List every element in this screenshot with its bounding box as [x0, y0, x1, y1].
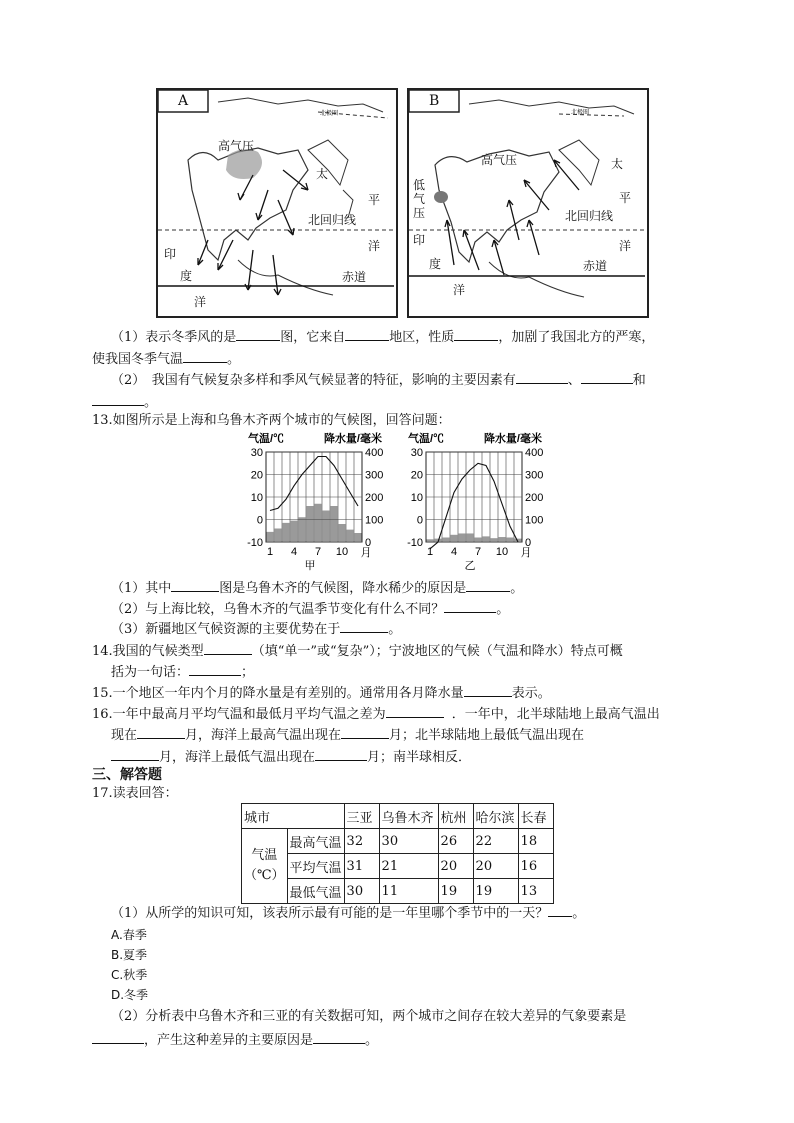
precip-bar	[443, 538, 450, 543]
q16-line1	[92, 703, 660, 725]
table-cell: 19	[438, 879, 473, 904]
map-a-high-pressure-label: 高气压	[218, 139, 255, 153]
q14-text: 括为一句话：	[111, 665, 190, 680]
q16-text: 16.一年中最高月平均气温和最低月平均气温之差为	[92, 707, 386, 722]
q15-text: 15.一个地区一年内个月的降水量是有差别的。通常用各月降水量	[92, 686, 464, 701]
table-cell: 30	[379, 829, 438, 854]
option-b[interactable]: B.夏季	[111, 948, 148, 962]
map-a-tropic-label: 北回归线	[308, 213, 357, 227]
map-b-low-pressure-label: 低气压	[413, 178, 426, 220]
map-a	[156, 88, 398, 318]
q16-text: 现在	[111, 728, 138, 743]
precip-bar	[483, 536, 490, 542]
answer-blank[interactable]	[315, 746, 367, 761]
q14-line1	[92, 640, 623, 662]
section-heading: 三、解答题	[92, 767, 162, 783]
answer-blank[interactable]	[548, 902, 572, 917]
q13-text: 。	[388, 622, 402, 637]
q12-text: 图，它来自	[280, 330, 346, 345]
q12-line3	[111, 369, 646, 391]
map-a-ocean-label: 太	[316, 167, 329, 181]
table-group-label: 气温（℃）	[242, 829, 288, 904]
table-row	[242, 879, 554, 904]
answer-blank[interactable]	[340, 618, 388, 633]
q17-sub2	[111, 1007, 626, 1027]
answer-blank[interactable]	[92, 1029, 144, 1044]
precip-bar	[323, 511, 330, 543]
y-axis-title-right: 降水量/毫米	[483, 433, 542, 445]
x-tick-label: 10	[335, 546, 349, 558]
x-tick-label: 4	[290, 546, 298, 558]
map-b-tropic-label: 北回归线	[565, 209, 614, 223]
q17-text: ，产生这种差异的主要原因是	[144, 1033, 314, 1048]
table-cell: 20	[473, 854, 518, 879]
precip-bar	[427, 539, 434, 542]
q14-text: （填“单一”或“复杂”）；宁波地区的气候（气温和降水）特点可概	[251, 644, 623, 659]
q16-text: 月，海洋上最高气温出现在	[185, 728, 342, 743]
precip-bar	[475, 538, 482, 543]
y-tick-label-right: 0	[525, 537, 532, 549]
precip-bar	[451, 535, 458, 542]
q12-text: （1）表示冬季风的是	[111, 330, 237, 345]
map-b-ocean-label: 洋	[453, 283, 466, 297]
map-b-ocean-label: 平	[619, 191, 632, 205]
q12-text: 。	[227, 352, 241, 367]
q12-text: 地区，性质	[389, 330, 455, 345]
table-cell: 30	[344, 879, 379, 904]
y-tick-label-left: 30	[250, 447, 263, 459]
map-b-ocean-label: 印	[413, 233, 426, 247]
table-cell: 20	[438, 854, 473, 879]
q13-text: （1）其中	[111, 581, 172, 596]
temperature-table	[241, 803, 554, 904]
q13-sub3	[111, 618, 401, 640]
x-tick-label: 4	[450, 546, 458, 558]
table-row-label: 最低气温	[287, 879, 344, 904]
y-tick-label-right: 200	[525, 492, 544, 504]
map-b-equator-label: 赤道	[583, 259, 608, 273]
q12-line1	[111, 326, 654, 348]
answer-blank[interactable]	[236, 326, 280, 341]
q16-text: ．一年中，北半球陆地上最高气温出	[451, 707, 660, 722]
answer-blank[interactable]	[111, 746, 159, 761]
x-tick-label: 7	[474, 546, 482, 558]
y-tick-label-right: 0	[365, 537, 372, 549]
map-b	[407, 88, 649, 318]
x-tick-label: 1	[266, 546, 274, 558]
q17-sub1	[111, 902, 585, 924]
y-tick-label-right: 100	[525, 514, 544, 527]
table-cell: 21	[379, 854, 438, 879]
q15-text: 表示。	[511, 686, 551, 701]
q16-line3	[111, 746, 471, 768]
precip-bar	[499, 537, 506, 542]
map-a-ocean-label: 洋	[194, 295, 207, 309]
precip-bar	[355, 533, 362, 542]
q12-text: 、	[567, 373, 581, 388]
q13-text: （2）与上海比较，乌鲁木齐的气温季节变化有什么不同？	[111, 602, 445, 617]
climate-chart-jia	[244, 430, 402, 572]
precip-bar	[339, 524, 346, 542]
y-tick-label-right: 100	[365, 514, 384, 527]
table-row	[242, 829, 554, 854]
q16-text: 月；南半球相反．	[367, 750, 472, 765]
map-b-high-pressure-label: 高气压	[481, 153, 518, 167]
precip-bar	[507, 538, 514, 543]
y-tick-label-right: 300	[525, 469, 544, 482]
precip-bar	[275, 529, 282, 543]
table-cell: 32	[344, 829, 379, 854]
answer-blank[interactable]	[444, 598, 496, 613]
map-a-arctic-label: 北极圈	[320, 110, 339, 117]
table-header-cell: 长春	[518, 804, 553, 829]
answer-blank[interactable]	[92, 391, 144, 406]
precip-bar	[307, 506, 314, 542]
q12-text: 和	[632, 373, 646, 388]
q13-text: 图是乌鲁木齐的气候图，降水稀少的原因是	[219, 581, 467, 596]
q14-text: ；	[241, 665, 255, 680]
table-row	[242, 854, 554, 879]
chart-caption: 乙	[464, 560, 476, 572]
precip-bar	[267, 532, 274, 542]
y-tick-label-left: 10	[410, 492, 423, 504]
q14-text: 14.我国的气候类型	[92, 644, 204, 659]
option-d[interactable]: D.冬季	[111, 988, 149, 1002]
table-cell: 11	[379, 879, 438, 904]
y-tick-label-right: 200	[365, 492, 384, 504]
answer-blank[interactable]	[516, 369, 568, 384]
q14-line2	[111, 661, 254, 683]
q13-text: （3）新疆地区气候资源的主要优势在于	[111, 622, 341, 637]
table-header-row	[242, 804, 554, 829]
table-cell: 22	[473, 829, 518, 854]
y-tick-label-left: 30	[410, 447, 423, 459]
answer-blank[interactable]	[581, 369, 633, 384]
answer-blank[interactable]	[386, 703, 444, 718]
option-c[interactable]: C.秋季	[111, 968, 148, 982]
q17-title: 17.读表回答：	[92, 786, 178, 801]
q17-text: （1）从所学的知识可知，该表所示最有可能的是一年里哪个季节中的一天？	[111, 906, 549, 921]
q12-text: 。	[144, 395, 158, 410]
answer-blank[interactable]	[454, 326, 498, 341]
y-tick-label-right: 400	[365, 447, 384, 459]
table-header-cell: 乌鲁木齐	[379, 804, 438, 829]
precip-bar	[331, 506, 338, 542]
table-cell: 26	[438, 829, 473, 854]
table-row-label: 平均气温	[287, 854, 344, 879]
map-b-drawing	[409, 90, 647, 316]
answer-blank[interactable]	[204, 640, 252, 655]
x-tick-label: 7	[314, 546, 322, 558]
answer-blank[interactable]	[313, 1029, 365, 1044]
answer-blank[interactable]	[345, 326, 389, 341]
q13-sub2	[111, 598, 509, 620]
table-header-cell: 杭州	[438, 804, 473, 829]
y-tick-label-left: 10	[250, 492, 263, 504]
map-b-ocean-label: 太	[611, 157, 624, 171]
q15-line	[92, 682, 551, 704]
table-cell: 16	[518, 854, 553, 879]
chart-caption: 甲	[304, 560, 316, 572]
map-a-ocean-label: 度	[180, 269, 193, 283]
map-b-arctic-label: 北极圈	[571, 109, 590, 116]
y-tick-label-right: 300	[365, 469, 384, 482]
y-axis-title-left: 气温/℃	[408, 433, 445, 445]
x-tick-label: 10	[495, 546, 509, 558]
table-header-cell: 城市	[242, 804, 345, 829]
table-cell: 18	[518, 829, 553, 854]
map-b-label: B	[429, 93, 440, 109]
answer-blank[interactable]	[341, 724, 389, 739]
precip-bar	[467, 533, 474, 542]
map-a-label: A	[178, 93, 189, 109]
q16-text: 月，海洋上最低气温出现在	[159, 750, 316, 765]
answer-blank[interactable]	[171, 577, 219, 592]
q12-text: （2） 我国有气候复杂多样和季风气候显著的特征，影响的主要因素有	[111, 373, 516, 388]
precip-bar	[347, 530, 354, 542]
map-a-equator-label: 赤道	[342, 270, 367, 284]
precip-bar	[283, 523, 290, 542]
q17-sub2-line2	[92, 1029, 378, 1051]
q13-title: 13.如图所示是上海和乌鲁木齐两个城市的气候图，回答问题：	[92, 413, 451, 428]
map-a-ocean-label: 平	[368, 193, 381, 207]
y-tick-label-left: -10	[247, 537, 263, 549]
table-cell: 13	[518, 879, 553, 904]
map-b-ocean-label: 度	[429, 257, 442, 271]
y-tick-label-left: 0	[416, 514, 423, 527]
y-axis-title-right: 降水量/毫米	[323, 433, 382, 445]
q12-text: 使我国冬季气温	[92, 352, 184, 367]
map-b-ocean-label: 洋	[619, 239, 632, 253]
precip-bar	[315, 504, 322, 542]
q13-text: 。	[496, 602, 510, 617]
table-header-cell: 哈尔滨	[473, 804, 518, 829]
y-tick-label-right: 400	[525, 447, 544, 459]
q13-text: 。	[510, 581, 524, 596]
answer-blank[interactable]	[464, 682, 512, 697]
x-axis-title: 月	[520, 547, 532, 559]
y-tick-label-left: 20	[250, 469, 263, 482]
q16-text: 月；北半球陆地上最低气温出现在	[389, 728, 585, 743]
option-a[interactable]: A.春季	[111, 928, 147, 942]
q12-line4	[92, 391, 157, 413]
y-axis-title-left: 气温/℃	[248, 433, 285, 445]
table-header-cell: 三亚	[344, 804, 379, 829]
q17-text: （2）分析表中乌鲁木齐和三亚的有关数据可知，两个城市之间存在较大差异的气象要素是	[111, 1009, 627, 1024]
q17-text: 。	[572, 906, 586, 921]
y-tick-label-left: 20	[410, 469, 423, 482]
precip-bar	[491, 538, 498, 542]
table-cell: 31	[344, 854, 379, 879]
precip-bar	[299, 517, 306, 542]
x-axis-title: 月	[360, 547, 372, 559]
table-row-label: 最高气温	[287, 829, 344, 854]
q13-sub1	[111, 577, 523, 599]
q17-text: 。	[365, 1033, 379, 1048]
answer-blank[interactable]	[183, 348, 227, 363]
y-tick-label-left: -10	[407, 537, 423, 549]
climate-chart-yi	[402, 430, 562, 572]
q12-text: ，加剧了我国北方的严寒，	[498, 330, 655, 345]
table-cell: 19	[473, 879, 518, 904]
answer-blank[interactable]	[466, 577, 510, 592]
answer-blank[interactable]	[137, 724, 185, 739]
q12-line2	[92, 348, 240, 370]
x-tick-label: 1	[426, 546, 434, 558]
precip-bar	[291, 521, 298, 542]
answer-blank[interactable]	[189, 661, 241, 676]
y-tick-label-left: 0	[256, 514, 263, 527]
map-a-ocean-label: 印	[164, 247, 177, 261]
q16-line2	[111, 724, 584, 746]
precip-bar	[459, 533, 466, 542]
map-a-ocean-label: 洋	[368, 239, 381, 253]
